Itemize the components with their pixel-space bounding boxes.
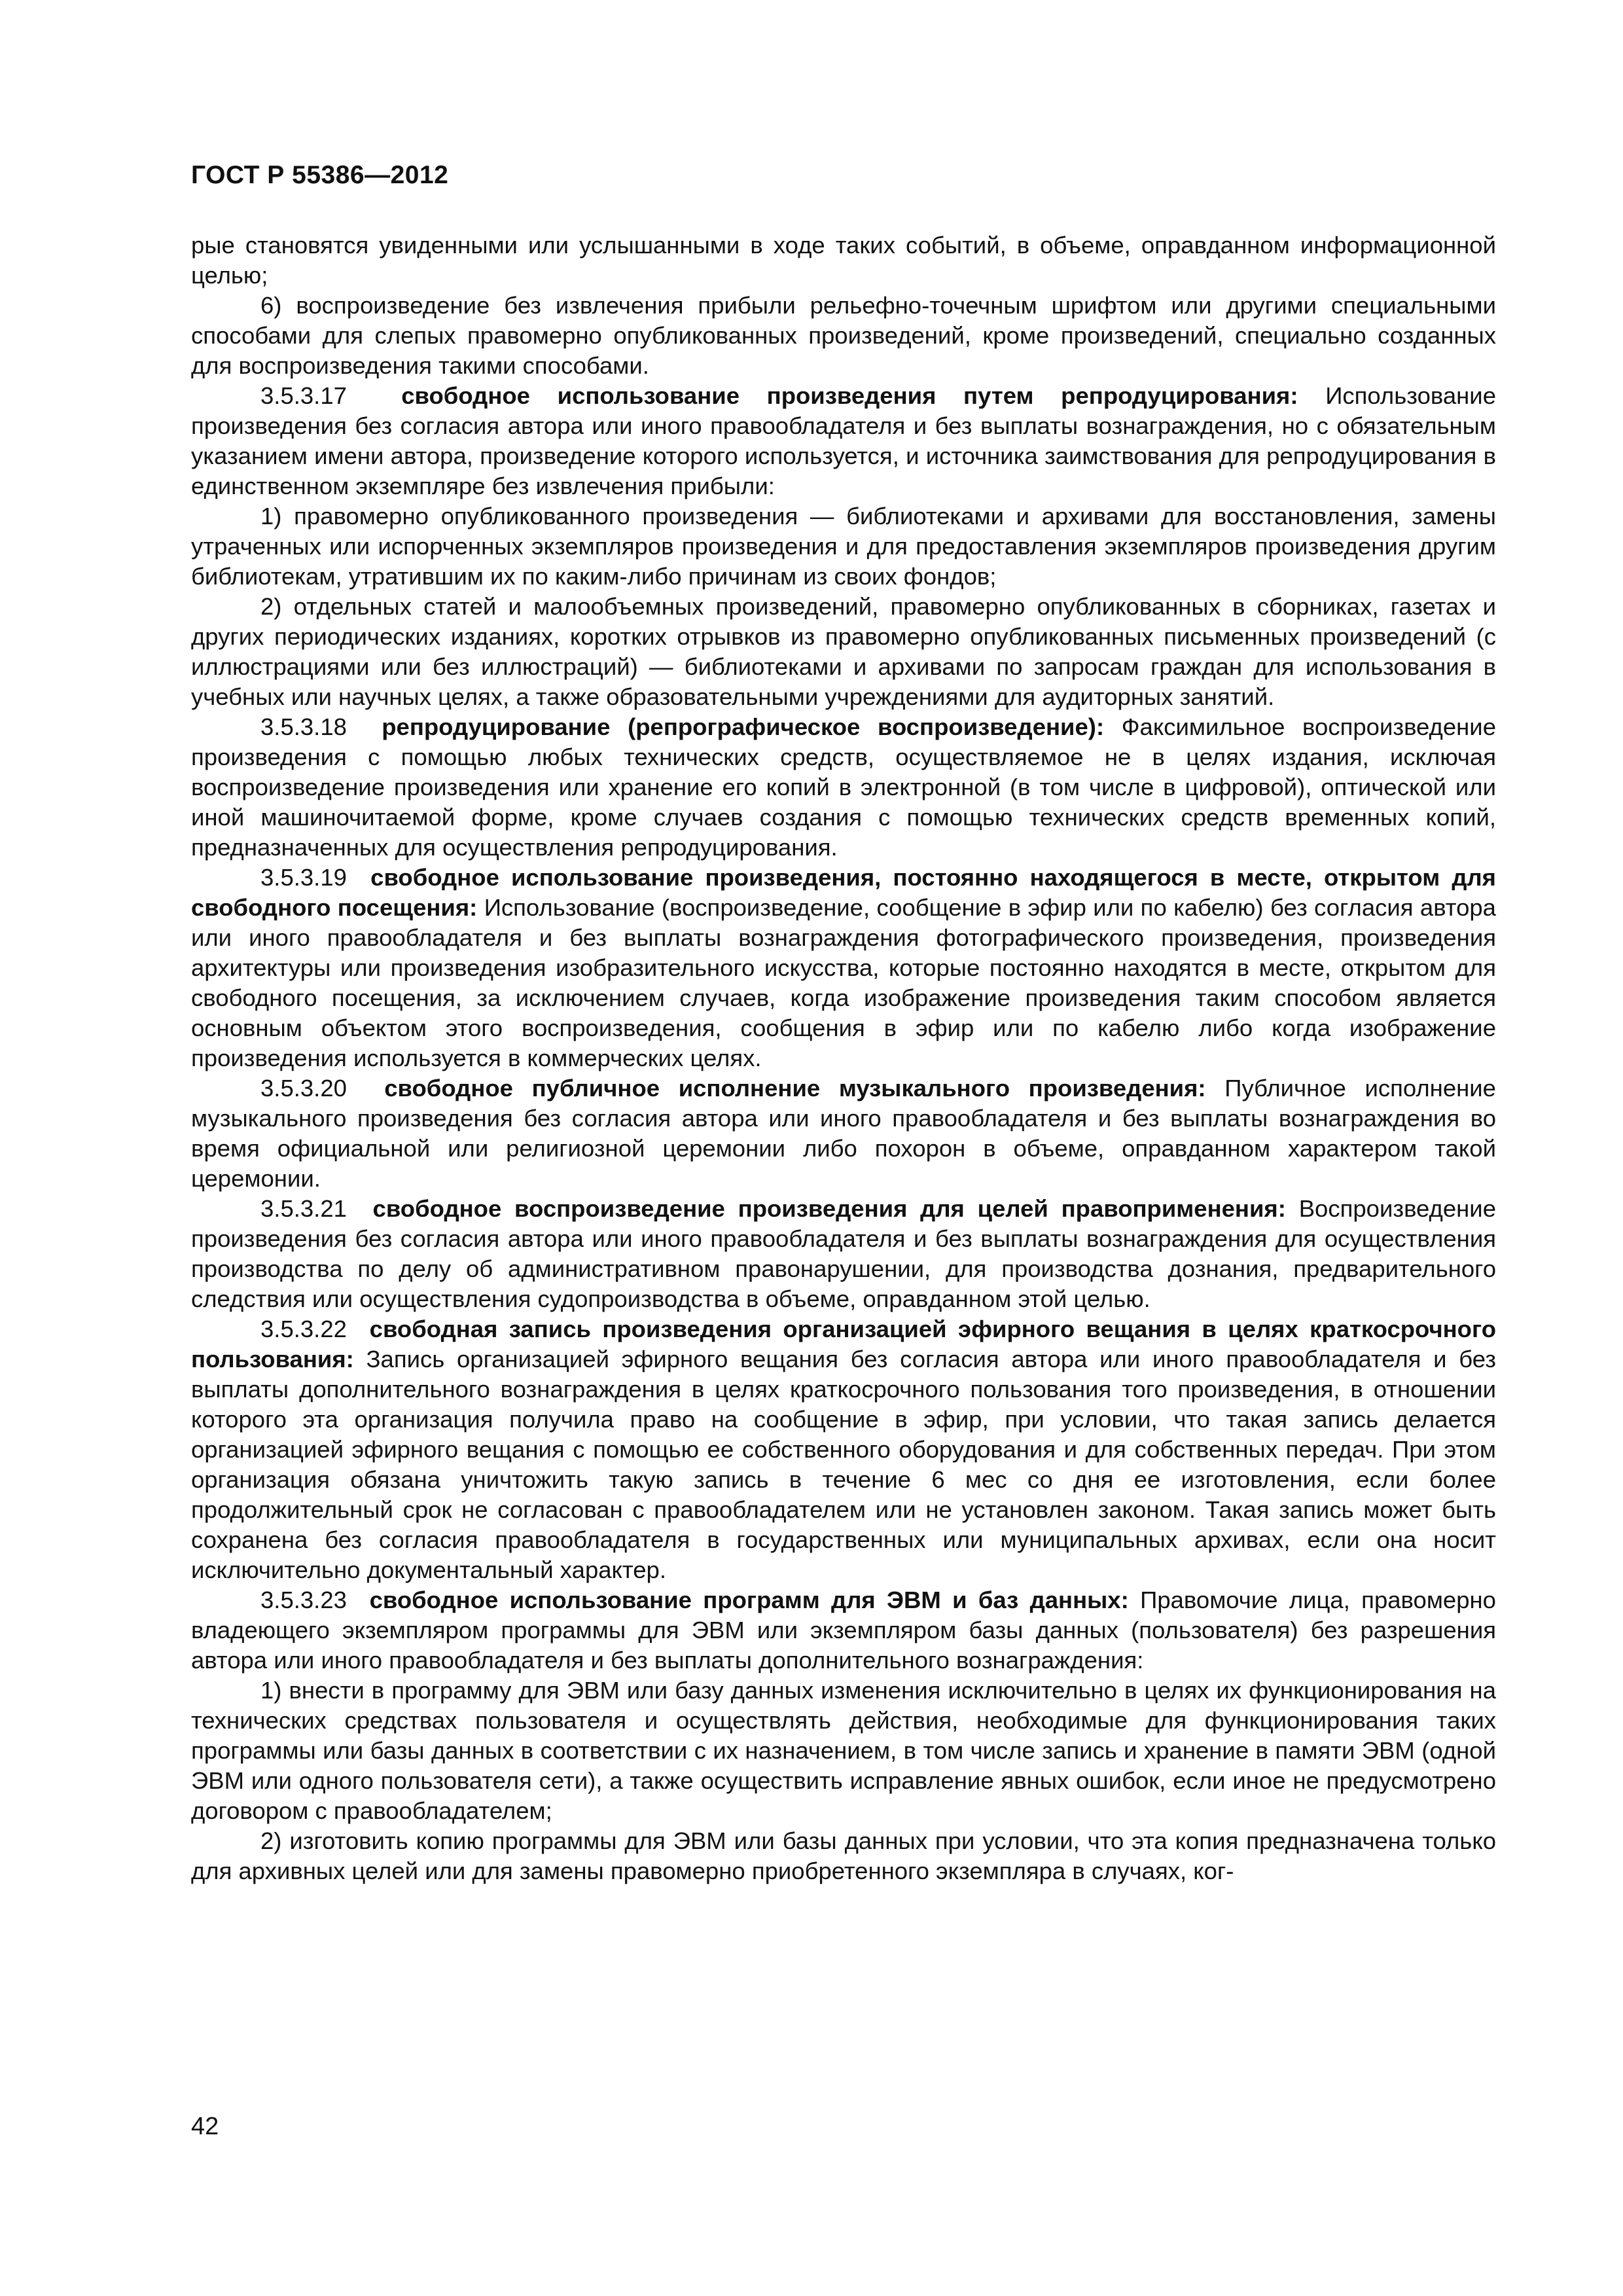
paragraph-text: 2) отдельных статей и малообъемных произведений, правомерно опубликованных в сборниках, газетах и других периодических изданиях, коротких отрывков из правомерно опубликованных письменных произведений (с иллюстрациями или без иллюстраций) — библиотеками и архивами по запросам граждан для использования в учебных или научных целях, а также образовательными учреждениями для аудиторных занятий. [191, 593, 1496, 710]
paragraph [191, 1826, 1496, 1886]
clause-number: 3.5.3.20 [260, 1075, 347, 1102]
paragraph-text: 1) правомерно опубликованного произведения — библиотеками и архивами для восстановления, замены утраченных или испорченных экземпляров произведения и для предоставления экземпляров произведения другим библиотекам, утратившим их по каким-либо причинам из своих фондов; [191, 503, 1496, 590]
paragraph-text: Использование (воспроизведение, сообщение в эфир или по кабелю) без согласия автора или иного правообладателя и без выплаты вознаграждения фотографического произведения, произведения архитектуры или произведения изобразительного искусства, которые постоянно находятся в месте, открытом для свободного посещения, за исключением случаев, когда изображение произведения таким способом является основным объектом этого воспроизведения, сообщения в эфир или по кабелю либо когда изображение произведения используется в коммерческих целях. [191, 894, 1496, 1071]
term-definition: свободное воспроизведение произведения для целей правоприменения: [372, 1195, 1286, 1222]
paragraph-text: Публичное исполнение музыкального произведения без согласия автора или иного правообладателя и без выплаты вознаграждения во время официальной или религиозной церемонии либо похорон в объеме, оправданном характером такой церемонии. [191, 1075, 1496, 1192]
term-definition: свободное использование произведения, постоянно находящегося в месте, открытом для свободного посещения: [191, 864, 1496, 921]
paragraph-text: Правомочие лица, правомерно владеющего экземпляром программы для ЭВМ или экземпляром базы данных (пользователя) без разрешения автора или иного правообладателя и без выплаты дополнительного вознаграждения: [191, 1587, 1496, 1674]
paragraph-text: 2) изготовить копию программы для ЭВМ или базы данных при условии, что эта копия предназначена только для архивных целей или для замены правомерно приобретенного экземпляра в случаях, ког- [191, 1827, 1496, 1884]
paragraph [191, 1194, 1496, 1314]
clause-number: 3.5.3.18 [260, 713, 347, 740]
paragraph-text: Запись организацией эфирного вещания без согласия автора или иного правообладателя и без выплаты дополнительного вознаграждения в целях краткосрочного пользования того произведения, в отношении которого эта организация получила право на сообщение в эфир, при условии, что такая запись делается организацией эфирного вещания с помощью ее собственного оборудования и для собственных передач. При этом организация обязана уничтожить такую запись в течение 6 мес со дня ее изготовления, если более продолжительный срок не согласован с правообладателем или не установлен законом. Такая запись может быть сохранена без согласия правообладателя в государственных или муниципальных архивах, если она носит исключительно документальный характер. [191, 1346, 1496, 1583]
clause-number: 3.5.3.22 [260, 1316, 347, 1342]
document-body [191, 230, 1496, 1886]
paragraph [191, 592, 1496, 712]
clause-number: 3.5.3.21 [260, 1195, 347, 1222]
term-definition: свободное использование произведения путем репродуцирования: [401, 382, 1298, 409]
term-definition: свободное публичное исполнение музыкального произведения: [384, 1075, 1206, 1102]
clause-number: 3.5.3.23 [260, 1587, 347, 1613]
paragraph-text: 6) воспроизведение без извлечения прибыли рельефно-точечным шрифтом или другими специальными способами для слепых правомерно опубликованных произведений, кроме произведений, специально созданных для воспроизведения такими способами. [191, 292, 1496, 379]
term-definition: свободная запись произведения организацией эфирного вещания в целях краткосрочного пользования: [191, 1316, 1496, 1372]
paragraph [191, 1585, 1496, 1676]
page-number: 42 [191, 2113, 219, 2140]
paragraph-text: Воспроизведение произведения без согласия автора или иного правообладателя и без выплаты вознаграждения для осуществления производства по делу об административном правонарушении, для производства дознания, предварительного следствия или осуществления судопроизводства в объеме, оправданном этой целью. [191, 1195, 1496, 1312]
paragraph [191, 1676, 1496, 1826]
paragraph [191, 291, 1496, 381]
term-definition: свободное использование программ для ЭВМ и баз данных: [369, 1587, 1129, 1613]
paragraph [191, 230, 1496, 291]
paragraph-text: Факсимильное воспроизведение произведения с помощью любых технических средств, осуществляемое не в целях издания, исключая воспроизведение произведения или хранение его копий в электронной (в том числе в цифровой), оптической или иной машиночитаемой форме, кроме случаев создания с помощью технических средств временных копий, предназначенных для осуществления репродуцирования. [191, 713, 1496, 861]
paragraph-text: рые становятся увиденными или услышанными в ходе таких событий, в объеме, оправданном информационной целью; [191, 232, 1496, 289]
clause-number: 3.5.3.19 [260, 864, 347, 891]
clause-number: 3.5.3.17 [260, 382, 347, 409]
paragraph [191, 863, 1496, 1073]
paragraph [191, 501, 1496, 592]
paragraph [191, 1314, 1496, 1585]
term-definition: репродуцирование (репрографическое воспроизведение): [382, 713, 1105, 740]
paragraph [191, 1073, 1496, 1194]
document-header: ГОСТ Р 55386—2012 [191, 161, 449, 189]
paragraph [191, 381, 1496, 501]
paragraph-text: Использование произведения без согласия автора или иного правообладателя и без выплаты вознаграждения, но с обязательным указанием имени автора, произведение которого используется, и источника заимствования для репродуцирования в единственном экземпляре без извлечения прибыли: [191, 382, 1496, 499]
paragraph-text: 1) внести в программу для ЭВМ или базу данных изменения исключительно в целях их функционирования на технических средствах пользователя и осуществлять действия, необходимые для функционирования таких программы или базы данных в соответствии с их назначением, в том числе запись и хранение в памяти ЭВМ (одной ЭВМ или одного пользователя сети), а также осуществить исправление явных ошибок, если иное не предусмотрено договором с правообладателем; [191, 1677, 1496, 1824]
paragraph [191, 712, 1496, 863]
